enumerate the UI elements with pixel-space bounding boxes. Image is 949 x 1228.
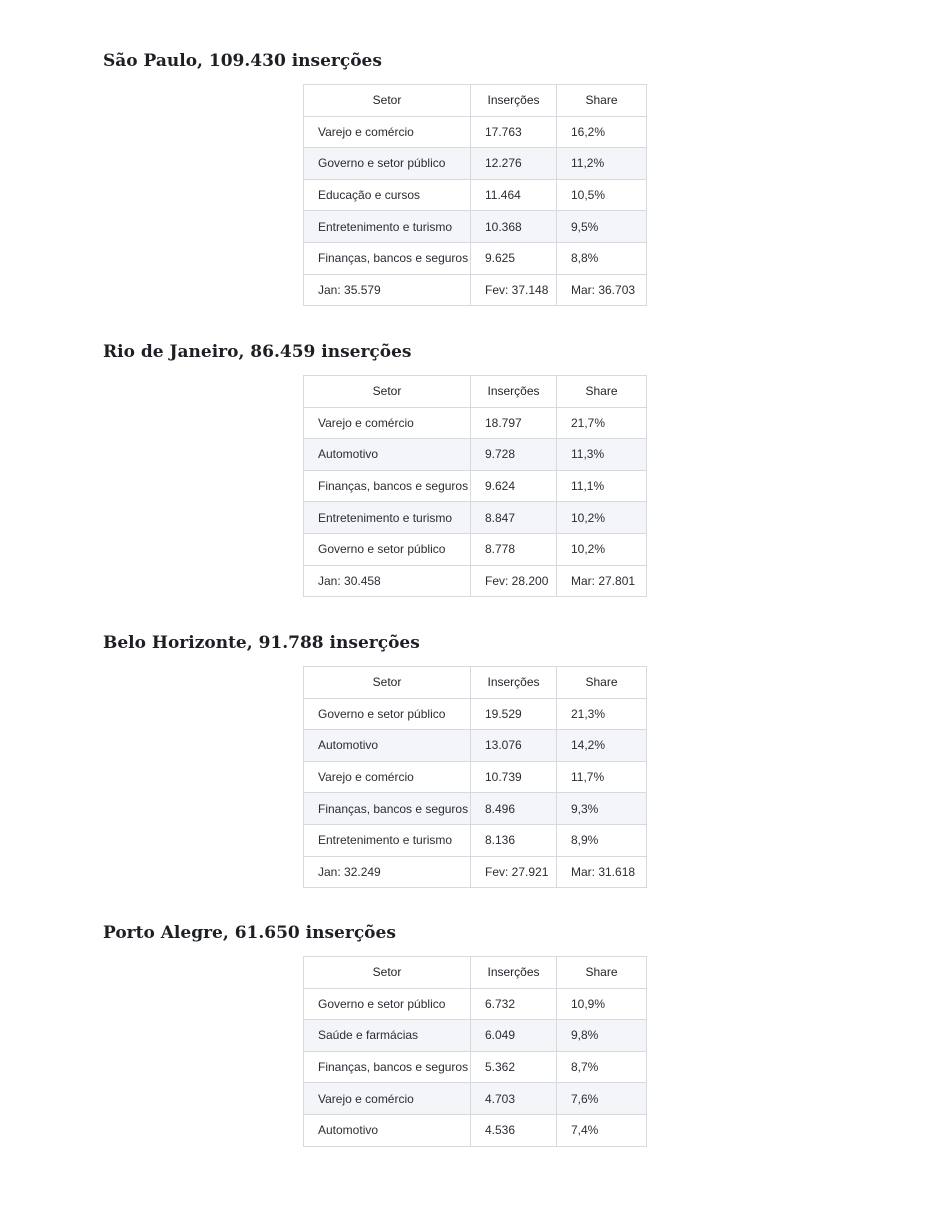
column-header-insertions: Inserções: [471, 85, 557, 117]
section-title: Rio de Janeiro, 86.459 inserções: [103, 342, 412, 362]
table-row: [304, 470, 647, 502]
table-row: [304, 439, 647, 471]
share-cell: 11,2%: [557, 148, 647, 180]
month-fev-cell: Fev: 27.921: [471, 856, 557, 888]
table-header-row: [304, 376, 647, 408]
insertions-cell: 10.368: [471, 211, 557, 243]
share-cell: 21,7%: [557, 407, 647, 439]
share-cell: 8,7%: [557, 1051, 647, 1083]
column-header-sector: Setor: [304, 376, 471, 408]
table-row: [304, 407, 647, 439]
table-header-row: [304, 957, 647, 989]
monthly-totals-row: [304, 565, 647, 597]
insertions-cell: 9.728: [471, 439, 557, 471]
column-header-share: Share: [557, 667, 647, 699]
monthly-totals-row: [304, 274, 647, 306]
share-cell: 11,1%: [557, 470, 647, 502]
insertions-cell: 13.076: [471, 730, 557, 762]
sector-cell: Varejo e comércio: [304, 407, 471, 439]
insertions-cell: 8.496: [471, 793, 557, 825]
insertions-cell: 9.624: [471, 470, 557, 502]
sector-cell: Governo e setor público: [304, 148, 471, 180]
column-header-insertions: Inserções: [471, 957, 557, 989]
insertions-cell: 4.703: [471, 1083, 557, 1115]
table-row: [304, 242, 647, 274]
month-mar-cell: Mar: 31.618: [557, 856, 647, 888]
table-header-row: [304, 85, 647, 117]
table-row: [304, 1114, 647, 1146]
insertions-cell: 9.625: [471, 242, 557, 274]
share-cell: 16,2%: [557, 116, 647, 148]
month-jan-cell: Jan: 35.579: [304, 274, 471, 306]
column-header-share: Share: [557, 85, 647, 117]
insertions-cell: 8.778: [471, 533, 557, 565]
table-row: [304, 730, 647, 762]
table-row: [304, 988, 647, 1020]
column-header-insertions: Inserções: [471, 376, 557, 408]
sector-cell: Finanças, bancos e seguros: [304, 242, 471, 274]
insertions-cell: 19.529: [471, 698, 557, 730]
monthly-totals-row: [304, 856, 647, 888]
insertions-cell: 11.464: [471, 179, 557, 211]
month-jan-cell: Jan: 30.458: [304, 565, 471, 597]
sector-cell: Entretenimento e turismo: [304, 824, 471, 856]
insertions-cell: 6.732: [471, 988, 557, 1020]
insertions-cell: 6.049: [471, 1020, 557, 1052]
sector-cell: Automotivo: [304, 1114, 471, 1146]
table-row: [304, 1051, 647, 1083]
share-cell: 11,7%: [557, 761, 647, 793]
share-cell: 9,8%: [557, 1020, 647, 1052]
column-header-insertions: Inserções: [471, 667, 557, 699]
month-jan-cell: Jan: 32.249: [304, 856, 471, 888]
share-cell: 8,8%: [557, 242, 647, 274]
insertions-cell: 12.276: [471, 148, 557, 180]
column-header-share: Share: [557, 376, 647, 408]
share-cell: 21,3%: [557, 698, 647, 730]
month-fev-cell: Fev: 37.148: [471, 274, 557, 306]
table-row: [304, 1020, 647, 1052]
share-cell: 14,2%: [557, 730, 647, 762]
month-mar-cell: Mar: 36.703: [557, 274, 647, 306]
insertions-cell: 17.763: [471, 116, 557, 148]
share-cell: 10,9%: [557, 988, 647, 1020]
share-cell: 7,6%: [557, 1083, 647, 1115]
insertions-cell: 5.362: [471, 1051, 557, 1083]
sector-cell: Governo e setor público: [304, 533, 471, 565]
sector-cell: Governo e setor público: [304, 698, 471, 730]
month-mar-cell: Mar: 27.801: [557, 565, 647, 597]
sector-cell: Automotivo: [304, 730, 471, 762]
section-title: Porto Alegre, 61.650 inserções: [103, 923, 396, 943]
sector-table: [303, 666, 647, 888]
column-header-sector: Setor: [304, 85, 471, 117]
share-cell: 7,4%: [557, 1114, 647, 1146]
sector-cell: Varejo e comércio: [304, 116, 471, 148]
share-cell: 10,5%: [557, 179, 647, 211]
sector-cell: Varejo e comércio: [304, 1083, 471, 1115]
share-cell: 11,3%: [557, 439, 647, 471]
sector-cell: Educação e cursos: [304, 179, 471, 211]
share-cell: 8,9%: [557, 824, 647, 856]
table-row: [304, 116, 647, 148]
table-row: [304, 761, 647, 793]
insertions-cell: 8.136: [471, 824, 557, 856]
table-row: [304, 793, 647, 825]
share-cell: 10,2%: [557, 533, 647, 565]
sector-cell: Varejo e comércio: [304, 761, 471, 793]
table-row: [304, 824, 647, 856]
share-cell: 10,2%: [557, 502, 647, 534]
sector-cell: Saúde e farmácias: [304, 1020, 471, 1052]
table-row: [304, 179, 647, 211]
sector-cell: Governo e setor público: [304, 988, 471, 1020]
section-title: São Paulo, 109.430 inserções: [103, 51, 382, 71]
insertions-cell: 18.797: [471, 407, 557, 439]
table-header-row: [304, 667, 647, 699]
column-header-sector: Setor: [304, 667, 471, 699]
share-cell: 9,3%: [557, 793, 647, 825]
insertions-cell: 4.536: [471, 1114, 557, 1146]
table-row: [304, 502, 647, 534]
table-row: [304, 211, 647, 243]
insertions-cell: 10.739: [471, 761, 557, 793]
sector-table: [303, 375, 647, 597]
sector-cell: Finanças, bancos e seguros: [304, 1051, 471, 1083]
sector-cell: Entretenimento e turismo: [304, 211, 471, 243]
table-row: [304, 148, 647, 180]
sector-cell: Entretenimento e turismo: [304, 502, 471, 534]
section-title: Belo Horizonte, 91.788 inserções: [103, 633, 420, 653]
insertions-cell: 8.847: [471, 502, 557, 534]
column-header-share: Share: [557, 957, 647, 989]
table-row: [304, 533, 647, 565]
table-row: [304, 698, 647, 730]
column-header-sector: Setor: [304, 957, 471, 989]
table-row: [304, 1083, 647, 1115]
share-cell: 9,5%: [557, 211, 647, 243]
sector-cell: Automotivo: [304, 439, 471, 471]
sector-table: [303, 84, 647, 306]
month-fev-cell: Fev: 28.200: [471, 565, 557, 597]
sector-cell: Finanças, bancos e seguros: [304, 793, 471, 825]
sector-table: [303, 956, 647, 1147]
sector-cell: Finanças, bancos e seguros: [304, 470, 471, 502]
